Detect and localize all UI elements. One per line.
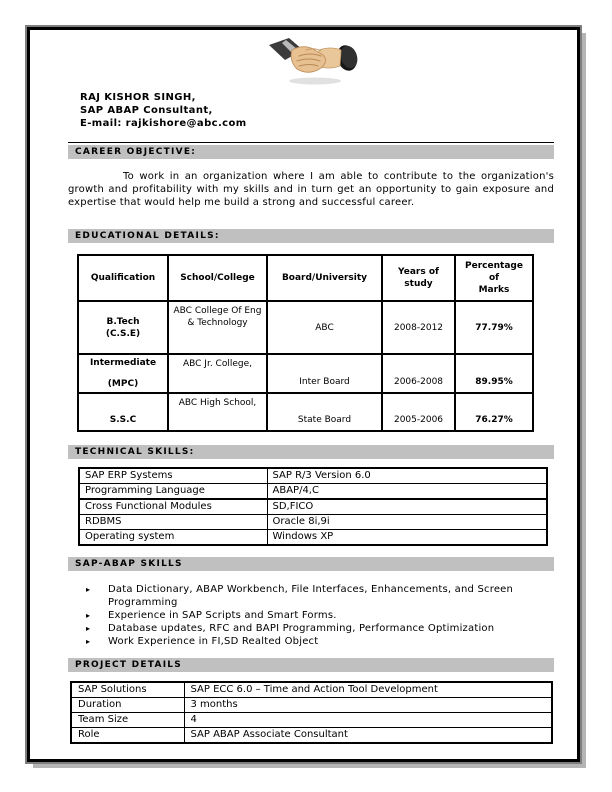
edu-cell-marks: 89.95% (455, 354, 533, 393)
section-heading-career-objective: CAREER OBJECTIVE: (68, 145, 554, 159)
edu-cell-marks: 77.79% (455, 301, 533, 354)
edu-header-school: School/College (168, 255, 267, 301)
education-row (78, 393, 533, 431)
tech-skill-row (79, 468, 547, 484)
list-item (82, 635, 554, 648)
edu-cell-qualification: B.Tech (C.S.E) (78, 301, 168, 354)
project-label: SAP Solutions (71, 682, 184, 698)
skill-text: Database updates, RFC and BAPI Programming, Performance Optimization (108, 623, 495, 634)
bullet-icon: ▸ (86, 624, 91, 633)
edu-header-qualification: Qualification (78, 255, 168, 301)
skill-text: Experience in SAP Scripts and Smart Forms. (108, 610, 337, 621)
edu-cell-qualification: S.S.C (78, 393, 168, 431)
edu-cell-school: ABC High School, (168, 393, 267, 431)
list-item (82, 622, 554, 635)
edu-header-years: Years of study (382, 255, 455, 301)
tech-skill-label: RDBMS (79, 515, 267, 530)
edu-cell-school: ABC Jr. College, (168, 354, 267, 393)
project-value: 3 months (184, 698, 552, 713)
sap-abap-skills-list (82, 583, 554, 648)
bullet-icon: ▸ (86, 585, 91, 594)
edu-header-board: Board/University (267, 255, 382, 301)
project-value: SAP ECC 6.0 – Time and Action Tool Development (184, 682, 552, 698)
section-heading-project-details: PROJECT DETAILS (68, 658, 554, 672)
technical-skills-table (78, 467, 548, 546)
section-heading-technical-skills: TECHNICAL SKILLS: (68, 445, 554, 459)
candidate-name: RAJ KISHOR SINGH, (80, 92, 196, 103)
list-item (82, 609, 554, 622)
skill-text: Work Experience in FI,SD Realted Object (108, 636, 319, 647)
list-item (82, 583, 554, 609)
project-value: SAP ABAP Associate Consultant (184, 728, 552, 744)
edu-cell-qualification: Intermediate (MPC) (78, 354, 168, 393)
section-heading-sap-abap-skills: SAP-ABAP SKILLS (68, 557, 554, 571)
education-row (78, 354, 533, 393)
edu-header-marks: Percentage of Marks (455, 255, 533, 301)
edu-cell-school: ABC College Of Eng & Technology (168, 301, 267, 354)
resume-page-frame (27, 27, 580, 762)
tech-skill-value: Oracle 8i,9i (267, 515, 547, 530)
resume-content (30, 30, 577, 759)
education-header-row (78, 255, 533, 301)
skill-text: Data Dictionary, ABAP Workbench, File Interfaces, Enhancements, and Screen Programming (108, 584, 514, 608)
tech-skill-row (79, 515, 547, 530)
identity-block (80, 91, 554, 130)
handshake-icon (259, 37, 363, 85)
bullet-icon: ▸ (86, 611, 91, 620)
project-label: Role (71, 728, 184, 744)
project-row (71, 713, 552, 728)
edu-cell-years: 2005-2006 (382, 393, 455, 431)
project-label: Duration (71, 698, 184, 713)
tech-skill-row (79, 530, 547, 546)
project-row (71, 728, 552, 744)
tech-skill-label: Programming Language (79, 484, 267, 500)
candidate-email: E-mail: rajkishore@abc.com (80, 118, 247, 129)
candidate-role: SAP ABAP Consultant, (80, 105, 213, 116)
project-row (71, 698, 552, 713)
edu-cell-years: 2008-2012 (382, 301, 455, 354)
education-row (78, 301, 533, 354)
tech-skill-label: Cross Functional Modules (79, 499, 267, 515)
bullet-icon: ▸ (86, 637, 91, 646)
tech-skill-label: Operating system (79, 530, 267, 546)
tech-skill-row (79, 499, 547, 515)
edu-cell-years: 2006-2008 (382, 354, 455, 393)
project-row (71, 682, 552, 698)
edu-cell-marks: 76.27% (455, 393, 533, 431)
project-details-table (70, 681, 553, 744)
tech-skill-value: SD,FICO (267, 499, 547, 515)
tech-skill-value: SAP R/3 Version 6.0 (267, 468, 547, 484)
edu-cell-board: ABC (267, 301, 382, 354)
project-value: 4 (184, 713, 552, 728)
tech-skill-value: Windows XP (267, 530, 547, 546)
education-table (77, 254, 534, 432)
tech-skill-label: SAP ERP Systems (79, 468, 267, 484)
section-heading-educational-details: EDUCATIONAL DETAILS: (68, 229, 554, 243)
tech-skill-value: ABAP/4,C (267, 484, 547, 500)
career-objective-text: To work in an organization where I am able to contribute to the organization's growth and profitability with my skills and in turn get an opportunity to gain exposure and expertise that would help me build a strong and successful career. (68, 171, 554, 208)
tech-skill-row (79, 484, 547, 500)
divider (68, 142, 554, 143)
edu-cell-board: State Board (267, 393, 382, 431)
edu-cell-board: Inter Board (267, 354, 382, 393)
project-label: Team Size (71, 713, 184, 728)
